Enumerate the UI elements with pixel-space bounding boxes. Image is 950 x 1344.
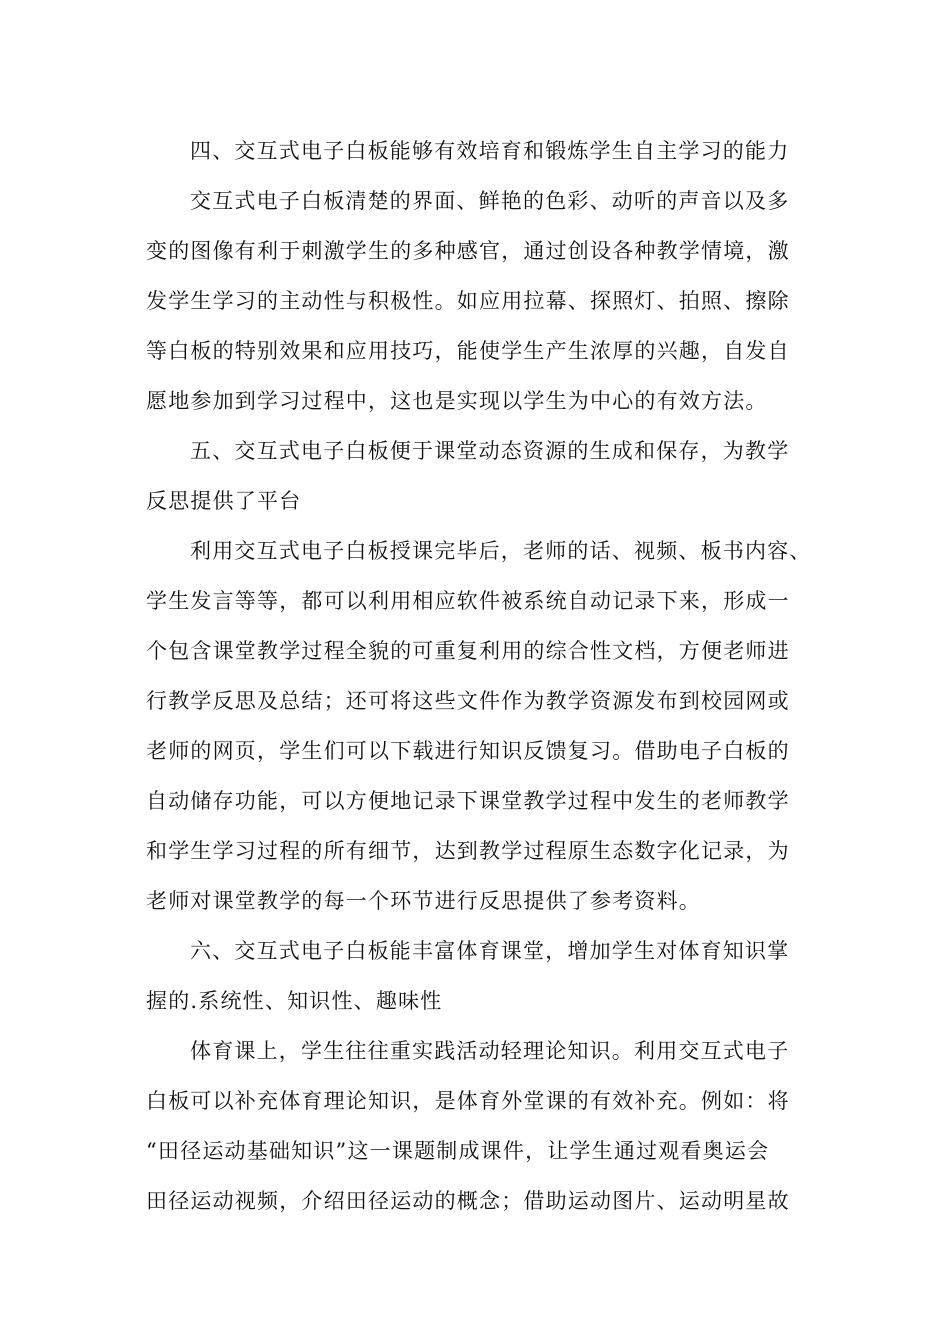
paragraph-line: “田径运动基础知识”这一课题制成课件，让学生通过观看奥运会 <box>146 1139 770 1163</box>
paragraph-line: 自动储存功能，可以方便地记录下课堂教学过程中发生的老师教学 <box>146 789 790 813</box>
paragraph-line: 老师的网页，学生们可以下载进行知识反馈复习。借助电子白板的 <box>146 739 790 763</box>
heading-section-6-cont: 握的.系统性、知识性、趣味性 <box>146 989 443 1013</box>
paragraph-line: 个包含课堂教学过程全貌的可重复利用的综合性文档，方便老师进 <box>146 639 790 663</box>
heading-section-4: 四、交互式电子白板能够有效培育和锻炼学生自主学习的能力 <box>190 139 790 163</box>
paragraph-line: 发学生学习的主动性与积极性。如应用拉幕、探照灯、拍照、擦除 <box>146 289 790 313</box>
heading-section-5: 五、交互式电子白板便于课堂动态资源的生成和保存，为教学 <box>190 439 790 463</box>
heading-section-5-cont: 反思提供了平台 <box>146 489 302 513</box>
paragraph-line: 田径运动视频，介绍田径运动的概念；借助运动图片、运动明星故 <box>146 1189 790 1213</box>
paragraph-line: 行教学反思及总结；还可将这些文件作为教学资源发布到校园网或 <box>146 689 790 713</box>
paragraph-line: 愿地参加到学习过程中，这也是实现以学生为中心的有效方法。 <box>146 389 768 413</box>
paragraph-line: 学生发言等等，都可以利用相应软件被系统自动记录下来，形成一 <box>146 589 790 613</box>
paragraph-line: 利用交互式电子白板授课完毕后，老师的话、视频、板书内容、 <box>190 539 812 563</box>
paragraph-line: 和学生学习过程的所有细节，达到教学过程原生态数字化记录，为 <box>146 839 790 863</box>
paragraph-line: 等白板的特别效果和应用技巧，能使学生产生浓厚的兴趣，自发自 <box>146 339 790 363</box>
paragraph-line: 交互式电子白板清楚的界面、鲜艳的色彩、动听的声音以及多 <box>190 189 790 213</box>
paragraph-line: 体育课上，学生往往重实践活动轻理论知识。利用交互式电子 <box>190 1039 790 1063</box>
paragraph-line: 变的图像有利于刺激学生的多种感官，通过创设各种教学情境，激 <box>146 239 790 263</box>
heading-section-6: 六、交互式电子白板能丰富体育课堂，增加学生对体育知识掌 <box>190 939 790 963</box>
paragraph-line: 白板可以补充体育理论知识，是体育外堂课的有效补充。例如：将 <box>146 1089 790 1113</box>
paragraph-line: 老师对课堂教学的每一个环节进行反思提供了参考资料。 <box>146 889 701 913</box>
